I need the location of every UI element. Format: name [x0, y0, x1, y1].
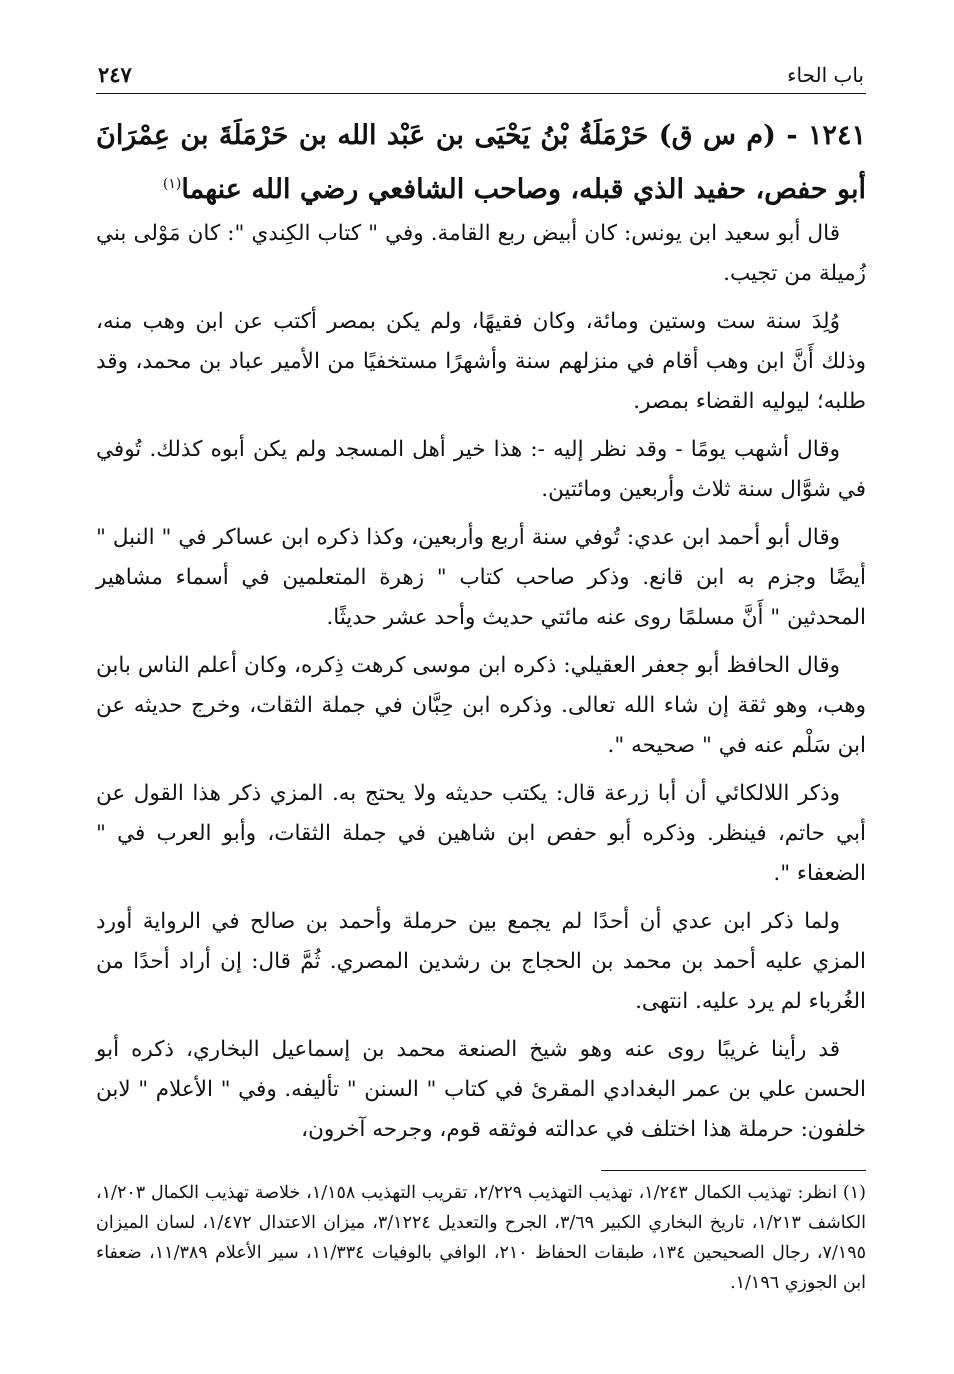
paragraph: وقال أشهب يومًا - وقد نظر إليه -: هذا خير أهل المسجد ولم يكن أبوه كذلك. تُوفي في شوَّال سنة ثلاث وأربعين ومائتين.: [96, 437, 866, 502]
body-text: [96, 214, 866, 1150]
paragraph: وقال أبو أحمد ابن عدي: تُوفي سنة أربع وأربعين، وكذا ذكره ابن عساكر في " النبل " أيضًا وجزم به ابن قانع. وذكر صاحب كتاب " زهرة المتعلمين في أسماء مشاهير المحدثين " أَنَّ مسلمًا روى عنه مائتي حديث وأحد عشر حديثًا.: [96, 525, 866, 630]
footnote: (١) انظر: تهذيب الكمال ١/٢٤٣، تهذيب التهذيب ٢/٢٢٩، تقريب التهذيب ١/١٥٨، خلاصة تهذيب الكمال ١/٢٠٣، الكاشف ١/٢١٣، تاريخ البخاري الكبير ٣/٦٩، الجرح والتعديل ٣/١٢٢٤، ميزان الاعتدال ١/٤٧٢، لسان الميزان ٧/١٩٥، رجال الصحيحين ١٣٤، طبقات الحفاظ ٢١٠، الوافي بالوفيات ١١/٣٣٤، سير الأعلام ١١/٣٨٩، ضعفاء ابن الجوزي ١/١٩٦.: [96, 1183, 866, 1293]
footnote-divider: [601, 1170, 866, 1171]
page-number: ٢٤٧: [98, 62, 132, 87]
running-header: [96, 62, 866, 94]
entry-title: [96, 112, 866, 214]
paragraph: قد رأينا غريبًا روى عنه وهو شيخ الصنعة محمد بن إسماعيل البخاري، ذكره أبو الحسن علي بن عمر البغدادي المقرئ في كتاب " السنن " تأليفه. وفي " الأعلام " لابن خلفون: حرملة هذا اختلف في عدالته فوثقه قوم، وجرحه آخرون،: [96, 1037, 866, 1142]
paragraph: قال أبو سعيد ابن يونس: كان أبيض ربع القامة. وفي " كتاب الكِندي ": كان مَوْلى بني زُميلة من تجيب.: [96, 221, 866, 286]
footnote-marker: (١): [162, 176, 182, 192]
chapter-title: باب الحاء: [787, 63, 864, 87]
entry-title-text: ١٢٤١ - (م س ق) حَرْمَلَةُ بْنُ يَحْيَى بن عَبْد الله بن حَرْمَلَةَ بن عِمْرَانَ أبو حفص، حفيد الذي قبله، وصاحب الشافعي رضي الله عنهما: [96, 120, 866, 205]
paragraph: وذكر اللالكائي أن أبا زرعة قال: يكتب حديثه ولا يحتج به. المزي ذكر هذا القول عن أبي حاتم، فينظر. وذكره أبو حفص ابن شاهين في جملة الثقات، وأبو العرب في " الضعفاء ".: [96, 781, 866, 886]
paragraph: وُلِدَ سنة ست وستين ومائة، وكان فقيهًا، ولم يكن بمصر أكتب عن ابن وهب منه، وذلك أَنَّ ابن وهب أقام في منزلهم سنة وأشهرًا مستخفيًا من الأمير عباد بن محمد، وقد طلبه؛ ليوليه القضاء بمصر.: [96, 309, 866, 414]
paragraph: وقال الحافظ أبو جعفر العقيلي: ذكره ابن موسى كرهت ذِكره، وكان أعلم الناس بابن وهب، وهو ثقة إن شاء الله تعالى. وذكره ابن حِبَّان في جملة الثقات، وخرج حديثه عن ابن سَلْم عنه في " صحيحه ".: [96, 653, 866, 758]
paragraph: ولما ذكر ابن عدي أن أحدًا لم يجمع بين حرملة وأحمد بن صالح في الرواية أورد المزي عليه أحمد بن محمد بن الحجاج بن رشدين المصري. ثُمَّ قال: إن أراد أحدًا من الغُرباء لم يرد عليه. انتهى.: [96, 909, 866, 1014]
